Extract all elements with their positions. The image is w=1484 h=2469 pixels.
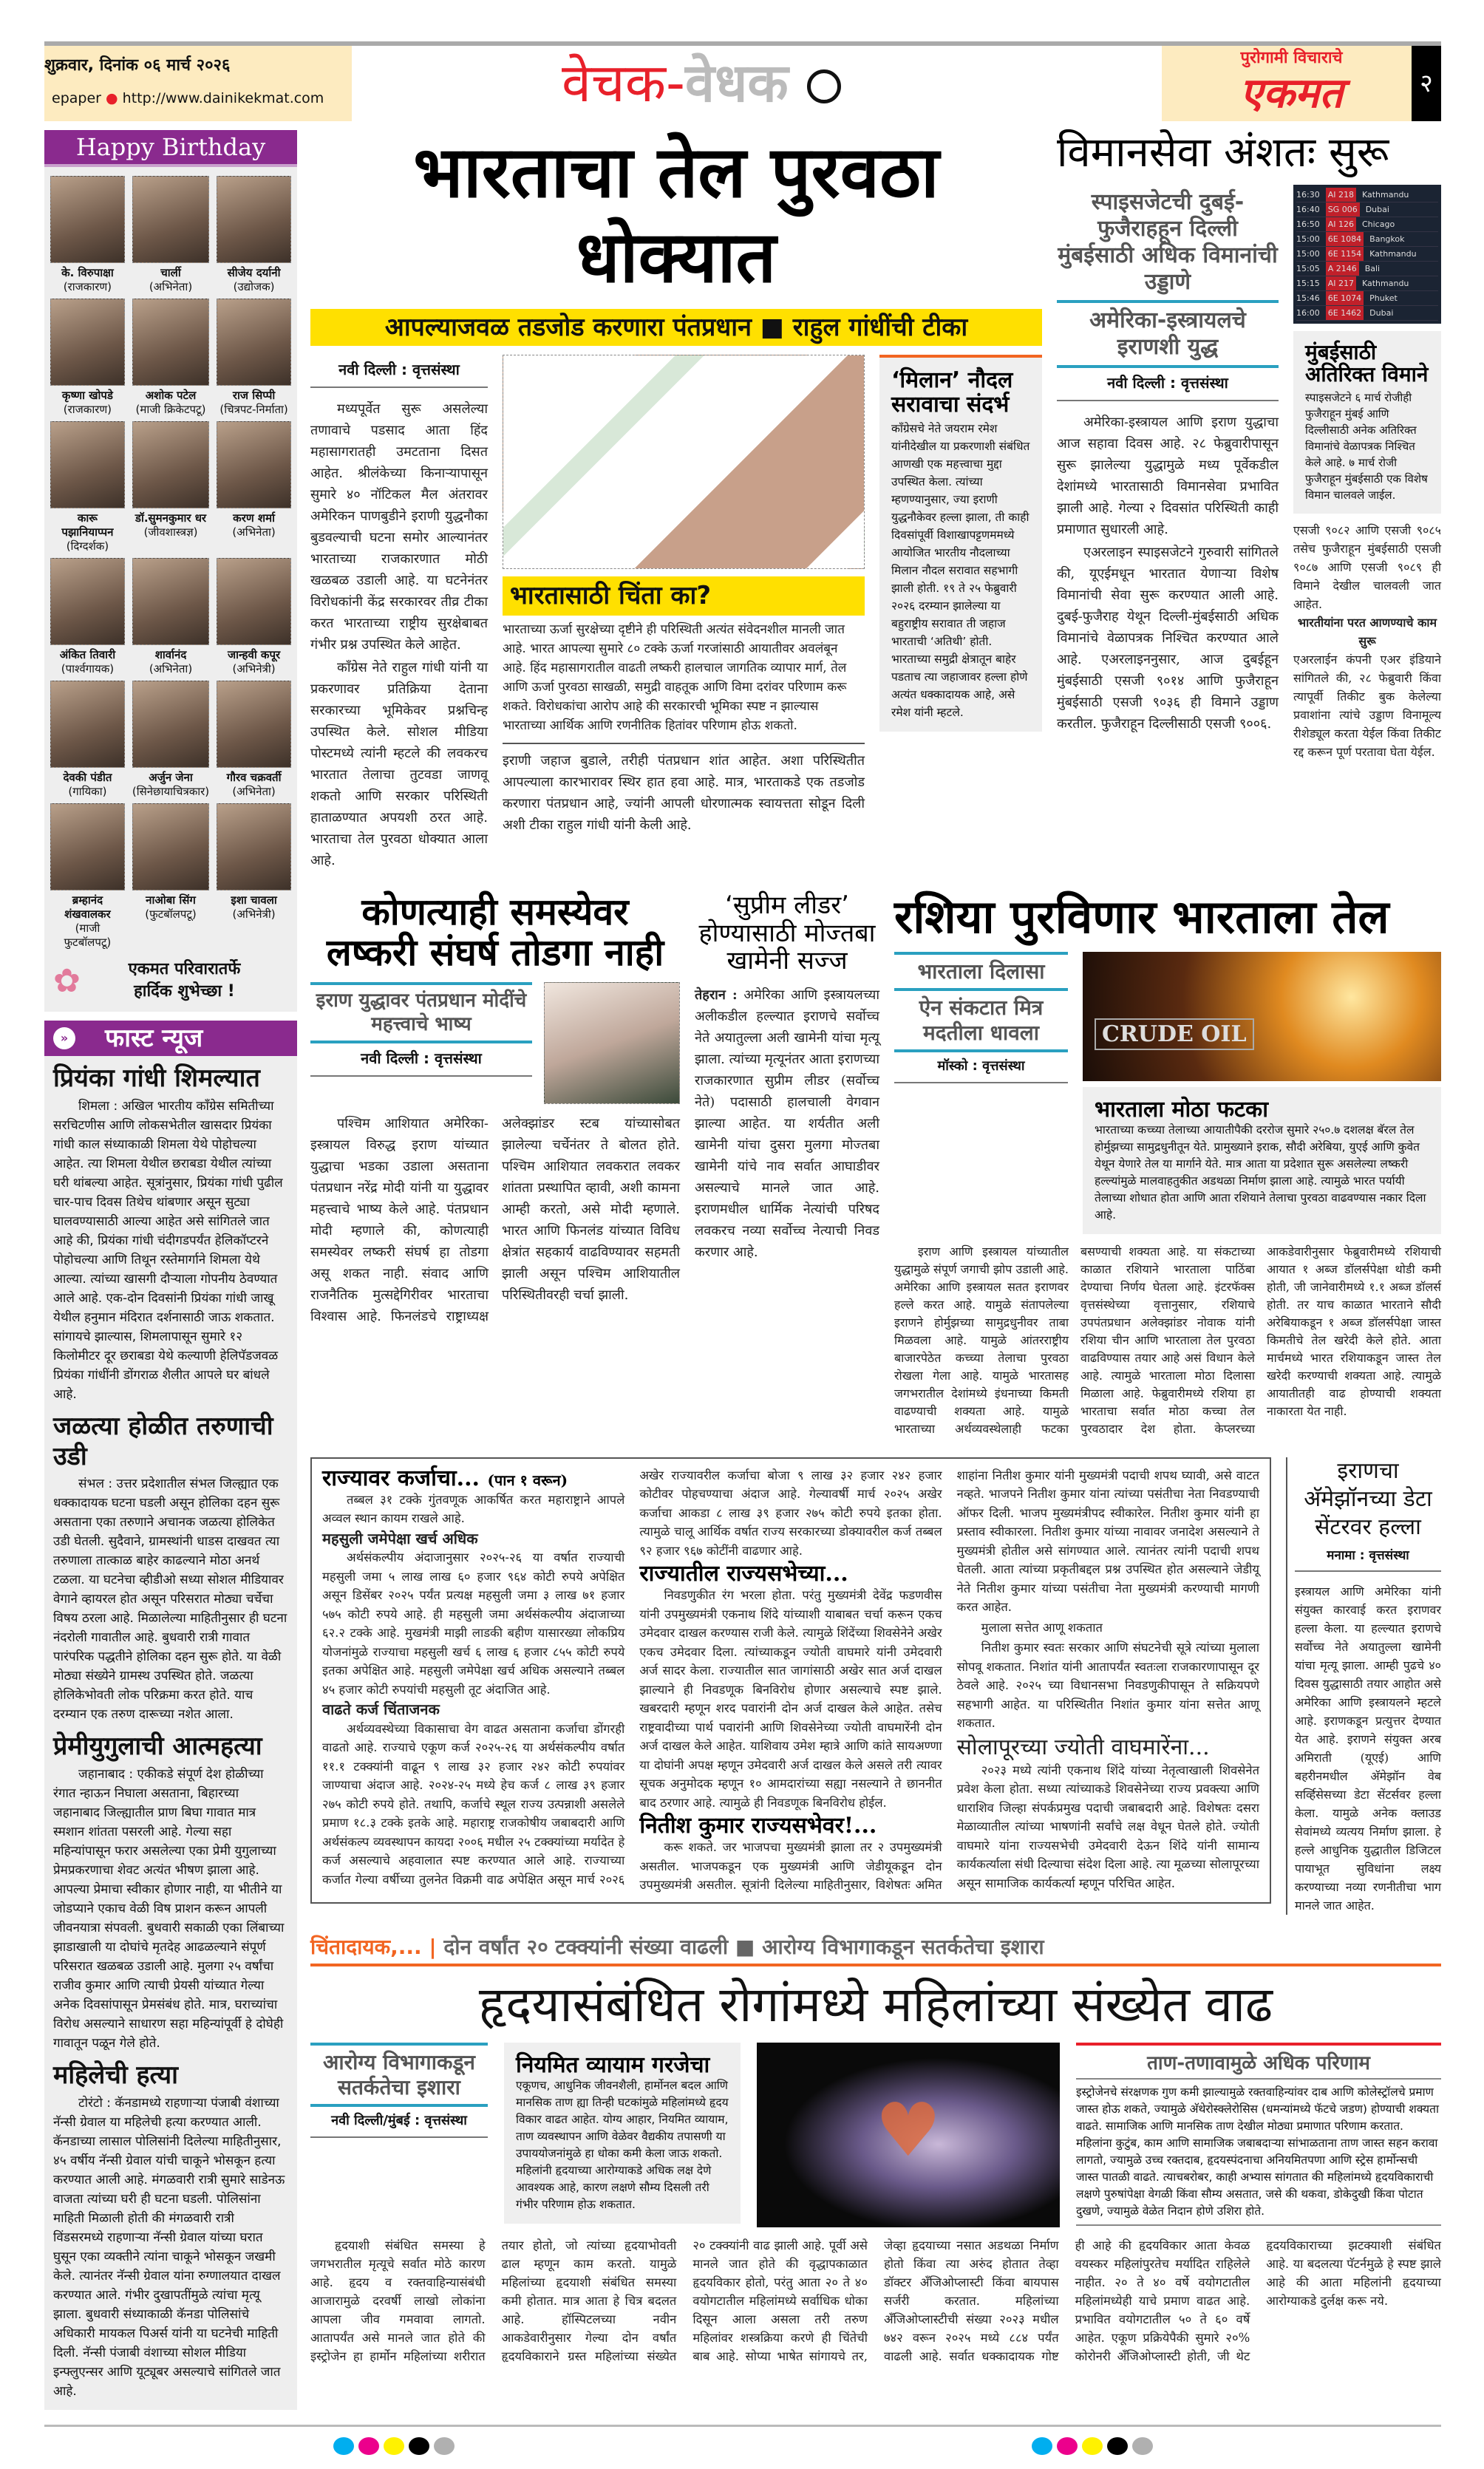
flight-cell: Bangkok [1369, 234, 1405, 244]
person-photo [50, 558, 125, 645]
flight-cell: Dubai [1365, 204, 1389, 214]
epaper-link[interactable] [52, 90, 324, 106]
flights-subhead-1: स्पाइसजेटची दुबई-फुजैराहहून दिल्ली मुंबईसाठी अधिक विमानांची उड्डाणे [1057, 185, 1279, 303]
globe-icon: ● [106, 90, 118, 106]
dateline: नवी दिल्ली : वृत्तसंस्था [310, 355, 488, 388]
exercise-title: नियमित व्यायाम गरजेचा [516, 2052, 710, 2079]
fast-news-title: फास्ट न्यूज [105, 1024, 203, 1053]
person-name: अंकित तिवारी [59, 648, 116, 661]
registration-dot [358, 2437, 379, 2455]
person-photo [217, 803, 291, 890]
person-name: नाओबा सिंग [146, 893, 196, 907]
debt-subhead-1: महसुली जमेपेक्षा खर्च अधिक [322, 1529, 478, 1547]
lead-body [310, 398, 488, 871]
dateline: तेहरान : [695, 987, 738, 1003]
birthday-person [50, 421, 125, 554]
person-name: देवकी पंडीत [63, 771, 112, 784]
flights-text-2: एअरलाईन कंपनी एअर इंडियाने सांगितले की, २८ फेब्रुवारी किंवा त्यापूर्वी तिकीट बुक केलेल्या प्रवाशांना त्यांचे उड्डाण विनामूल्य रीशेड्यूल करता येईल किंवा तिकीट रद्द करून पूर्ण परतावा घेता येईल. [1293, 653, 1441, 760]
flight-cell: AI 217 [1326, 276, 1356, 290]
birthday-panel [44, 130, 297, 1012]
khamenei-story [695, 892, 879, 1262]
flight-row [1296, 276, 1438, 291]
person-photo [50, 176, 125, 263]
flights-body [1057, 412, 1279, 735]
person-name: गौरव चक्रवर्ती [226, 771, 282, 784]
person-name: शार्वानंद [154, 648, 187, 661]
crude-oil-image [1083, 952, 1441, 1081]
flight-cell: Bali [1364, 263, 1381, 273]
continued-columns [322, 1466, 1259, 1895]
person-role: (अभिनेत्री) [232, 907, 276, 921]
flower-bouquet-icon: ✿ [53, 961, 81, 1000]
top-row [310, 130, 1441, 873]
khamenei-text: अमेरिका आणि इस्त्रायलच्या अलीकडील हल्ल्यात इराणचे सर्वोच्च नेते अयातुल्ला अली खामेनी यांचा मृत्यू झाला. त्यांच्या मृत्यूनंतर आता इराणच्या राजकारणात सुप्रीम लीडर (सर्वोच्च नेते) पदासाठी हालचाली वेगवान झाल्या आहेत. या शर्यतीत अली खामेनी यांचा दुसरा मुलगा मोज्तबा खामेनी यांचे नाव सर्वात आघाडीवर असल्याचे मानले जात आहे. इराणमधील धार्मिक नेत्यांची परिषद लवकरच नव्या सर्वोच्च नेत्याची निवड करणार आहे. [695, 987, 879, 1260]
flight-cell: 15:00 [1296, 248, 1320, 259]
flights-subhead-2: अमेरिका-इस्त्रायलचे इराणशी युद्ध [1057, 303, 1279, 368]
person-photo [217, 681, 291, 768]
flights-text: एसजी ९०८२ आणि एसजी ९०८५ तसेच फुजैराहून मुंबईसाठी एसजी ९०८७ आणि एसजी ९०८९ ही विमाने देखील चालवली जात आहेत. [1293, 523, 1441, 612]
heart-illustration [757, 2043, 1060, 2227]
person-role: (चित्रपट-निर्माता) [219, 403, 288, 416]
lead-subhead: आपल्याजवळ तडजोड करणारा पंतप्रधान ■ राहुल गांधींची टीका [310, 309, 1042, 346]
modi-headline: कोणत्याही समस्येवर लष्करी संघर्ष तोडगा नाही [326, 890, 664, 975]
birthday-person [50, 299, 125, 417]
fast-news-text: टोरंटो : कॅनडामध्ये राहणाऱ्या पंजाबी वंशाच्या नॅन्सी ग्रेवाल या महिलेची हत्या करण्यात आली. कॅनडाच्या लासाल पोलिसांनी दिलेल्या माहितीनुसार, ४५ वर्षीय नॅन्सी ग्रेवाल यांची चाकूने भोसकून हत्या करण्यात आली आहे. मंगळवारी रात्री सुमारे साडेनऊ वाजता त्यांच्या घरी ही घटना घडली. पोलिसांना माहिती मिळाली होती की मंगळवारी रात्री विंडसरमध्ये राहणाऱ्या नॅन्सी ग्रेवाल यांच्या घरात घुसून एका व्यक्तीने त्यांना चाकूने भोसकून जखमी केले. त्यानंतर नॅन्सी ग्रेवाल यांना रुग्णालयात दाखल करण्यात आले. गंभीर दुखापतींमुळे त्यांचा मृत्यू झाला. बुधवारी संध्याकाळी कॅनडा पोलिसांचे अधिकारी मायकल पिअर्स यांनी या घटनेची माहिती दिली. नॅन्सी पंजाबी वंशाच्या सोशल मीडिया इन्फ्लुएन्सर आणि यूट्यूबर असल्याचे सांगितले जात आहे. [53, 2095, 285, 2399]
person-name: अशोक पटेल [145, 389, 197, 402]
fast-news-list [44, 1063, 297, 2401]
person-photo [217, 299, 291, 386]
birthday-grid [44, 167, 297, 958]
rahul-gandhi-photo [503, 355, 865, 569]
flight-cell: 16:00 [1296, 307, 1320, 318]
flight-row [1296, 217, 1438, 232]
flight-row [1296, 306, 1438, 321]
debt-title [322, 1466, 624, 1491]
continued-note: (पान १ वरून) [487, 1471, 568, 1489]
exercise-box [504, 2043, 741, 2224]
person-name: अर्जुन जेना [149, 771, 193, 784]
person-role: (सिनेछायाचित्रकार) [132, 785, 210, 798]
page-number: २ [1412, 46, 1441, 121]
birthday-person [50, 681, 125, 799]
third-row [310, 1457, 1441, 1915]
dateline: मॉस्को : वृत्तसंस्था [894, 1052, 1068, 1083]
heart-icon: ♥ [875, 2087, 942, 2174]
person-photo [132, 558, 209, 645]
person-name: सीजेय दर्यानी [227, 266, 281, 279]
birthday-person [132, 803, 209, 950]
flight-row [1296, 232, 1438, 247]
flight-board-image [1293, 185, 1441, 324]
birthday-person [50, 558, 125, 676]
person-photo [217, 176, 291, 263]
amazon-story [1286, 1457, 1441, 1915]
amazon-text: इस्त्रायल आणि अमेरिका यांनी संयुक्त कारवाई करत इराणवर हल्ला केला. या हल्ल्यात इराणचे सर्वोच्च नेते अयातुल्ला खामेनी यांचा मृत्यू झाला. आम्ही पुढचे ४० दिवस युद्धासाठी तयार आहोत असे अमेरिका आणि इस्त्रायलने म्हटले आहे. इराणकडून प्रत्युत्तर देण्यात येत आहे. इराणने संयुक्त अरब अमिराती (यूएई) आणि बहरीनमधील अ‍ॅमेझॉन वेब सर्व्हिसेसच्या डेटा सेंटर्सवर हल्ला केला. यामुळे अनेक क्लाउड सेवांमध्ये व्यत्यय निर्माण झाला. हे हल्ले आधुनिक युद्धातील डिजिटल पायाभूत सुविधांना लक्ष्य करण्याच्या नव्या रणनीतीचा भाग मानले जात आहेत. [1295, 1584, 1441, 1913]
nitish-text: करू शकते. जर भाजपचा मुख्यमंत्री झाला तर २ उपमुख्यमंत्री असतील. भाजपकडून एक मुख्यमंत्री आणि जेडीयूकडून दोन उपमुख्यमंत्री असतील. सूत्रांनी दिलेल्या माहितीनुसार, विशेषतः अमित शाहांना नितीश कुमार यांनी मुख्यमंत्री पदाची शपथ घ्यावी, असे वाटत नव्हते. भाजपने नितीश कुमार यांना त्यांच्या पसंतीचा नेता निवडण्याची ऑफर दिली. भाजप मुख्यमंत्रीपद स्वीकारेल. नितीश कुमार यांनी हा प्रस्ताव स्वीकारला. नितीश कुमार यांच्या नावावर जनादेश असल्याने ते मुख्यमंत्री होतील असे सांगण्यात आले. त्यानंतर त्यांनी पदाची शपथ घेतली. आता त्यांच्या प्रकृतीबद्दल प्रश्न उपस्थित होत असल्याने जेडीयू नेते नितीश कुमार यांच्या पसंतीचा नेता मुख्यमंत्री करण्याची मागणी करत आहेत. [639, 1468, 1259, 1893]
nitish-title: नितीश कुमार राज्यसभेवर!... [639, 1813, 877, 1839]
heart-kicker: चिंतादायक,... | दोन वर्षांत २० टक्क्यांनी संख्या वाढली ■ आरोग्य विभागाकडून सतर्कतेचा इशारा [310, 1934, 1441, 1966]
flight-cell: Kathmandu [1361, 278, 1409, 288]
india-concern-text: भारताच्या ऊर्जा सुरक्षेच्या दृष्टीने ही परिस्थिती अत्यंत संवेदनशील मानली जात आहे. भारत आपल्या सुमारे ८० टक्के ऊर्जा गरजांसाठी आयातीवर अवलंबून आहे. हिंद महासागरातील वाढती लष्करी हालचाल जागतिक व्यापार मार्ग, तेल आणि ऊर्जा पुरवठा साखळी, समुद्री वाहतूक आणि विमा दरांवर परिणाम करू शकते. विरोधकांचा आरोप आहे की सरकारची भूमिका स्पष्ट न झाल्यास भारताच्या आर्थिक आणि रणनीतिक हितांवर परिणाम होऊ शकतो. [503, 622, 847, 734]
masthead [1175, 46, 1408, 118]
person-role: (अभिनेत्री) [232, 662, 276, 675]
stress-text: इस्ट्रोजेनचे संरक्षणक गुण कमी झाल्यामुळे रक्तवाहिन्यांवर दाब आणि कोलेस्ट्रॉलचे प्रमाण जास्त होऊ शकते, ज्यामुळे अ‍ॅथेरोस्क्लेरोसिस (धमन्यांमध्ये फॅटचे जडण) होण्याची शक्यता वाढते. सामाजिक आणि मानसिक ताण देखील मोठ्या प्रमाणात परिणाम करतात. महिलांना कुटुंब, काम आणि सामाजिक जबाबदाऱ्या सांभाळताना ताण जास्त सहन करावा लागतो, ज्यामुळे उच्च रक्तदाब, हृदयस्पंदनाचा अनियमितपणा आणि स्ट्रेस हार्मोन्सची जास्त पातळी वाढते. त्याचबरोबर, काही अभ्यास सांगतात की महिलांमध्ये हृदयविकाराची लक्षणे पुरुषांपेक्षा वेगळी किंवा सौम्य असतात, जसे की थकवा, डोकेदुखी किंवा पोटात दुखणे, ज्यामुळे वेळेत निदान होणे उशिरा होते. [1076, 2080, 1441, 2226]
flights-body-right [1293, 521, 1441, 761]
lead-story-left [310, 355, 488, 873]
epaper-label: epaper [52, 90, 101, 106]
person-role: (फुटबॉलपटू) [145, 907, 197, 921]
nitish-subhead: मुलाला सत्तेत आणू शकतात [981, 1620, 1103, 1635]
flight-cell: 6E 1462 [1326, 306, 1364, 320]
registration-dot [384, 2437, 404, 2455]
fast-news-text: शिमला : अखिल भारतीय काँग्रेस समितीच्या सरचिटणीस आणि लोकसभेतील खासदार प्रियंका गांधी काल संध्याकाळी शिमला येथे पोहोचल्या आहेत. त्या शिमला येथील छराबडा येथील त्यांच्या घरी थांबल्या आहेत. सूत्रांनुसार, प्रियंका गांधी पुढील चार-पाच दिवस तिथेच थांबणार असून सुट्या घालवण्यासाठी आल्या आहेत असे सांगितले जात आहे की, प्रियंका गांधी चंदीगडपर्यंत हेलिकॉप्टरने पोहोचल्या आणि तिथून रस्तेमार्गाने शिमला येथे आल्या. त्यांच्या खासगी दौऱ्याला गोपनीय ठेवण्यात आले आहे. एक-दोन दिवसांनी प्रियंका गांधी जाखू येथील हनुमान मंदिरात दर्शनासाठी जाऊ शकतात. सांगायचे झाल्यास, शिमलापासून सुमारे १२ किलोमीटर दूर छराबडा येथे कल्याणी हेलिपॅडजवळ प्रियंका गांधींनी डोंगराळ शैलीत आपले घर बांधले आहे. [53, 1098, 283, 1402]
solapur-title: सोलापूरच्या ज्योती वाघमारेंना... [956, 1734, 1210, 1760]
paragraph: एअरलाइन स्पाइसजेटने गुरुवारी सांगितले की, यूएईमधून भारतात येणाऱ्या विशेष विमानांची सेवा सुरू करण्यात आली आहे. दुबई-फुजैराह येथून दिल्ली-मुंबईसाठी अधिक विमानांचे वेळापत्रक निश्चित करण्यात आले आहे. एअरलाइननुसार, आज दुबईहून मुंबईसाठी एसजी ९०१४ आणि फुजैराहून मुंबईसाठी एसजी ९०३६ ही विमाने उड्डाण करतील. फुजैराहून दिल्लीसाठी एसजी ९००६. [1057, 544, 1279, 732]
fast-news-text: संभल : उत्तर प्रदेशातील संभल जिल्ह्यात एक धक्कादायक घटना घडली असून होलिका दहन सुरू असताना एका तरुणाने अचानक जळत्या होलिकेत उडी घेतली. सुदैवाने, ग्रामस्थांनी धाडस दाखवत त्या तरुणाला तात्काळ बाहेर काढल्याने मोठा अनर्थ टळला. या घटनेचा व्हीडीओ सध्या सोशल मीडियावर वेगाने व्हायरल होत असून परिसरात मोठ्या चर्चेचा विषय ठरला आहे. मिळालेल्या माहितीनुसार ही घटना नंदरोली गावातील आहे. बुधवारी रात्री गावात पारंपरिक पद्धतीने होलिका दहन सुरू होते. या वेळी मोठ्या संख्येने ग्रामस्थ उपस्थित होते. जळत्या होलिकेभोवती लोक परिक्रमा करत होते. याच दरम्यान एक तरुण दारूच्या नशेत आला. [53, 1477, 287, 1723]
registration-marks [44, 2425, 1441, 2469]
flight-row [1296, 262, 1438, 276]
fast-news-item [53, 1731, 288, 2053]
extra-flights-text: स्पाइसजेटने ६ मार्च रोजीही फुजैराहून मुंबई आणि दिल्लीसाठी अनेक अतिरिक्त विमानांचे वेळापत्रक निश्चित केले आहे. ७ मार्च रोजी फुजैराहून मुंबईसाठी एक विशेष विमान चालवले जाईल. [1305, 391, 1428, 503]
fast-news-item [53, 2060, 288, 2401]
flight-cell: 15:00 [1296, 234, 1320, 244]
birthday-person [217, 299, 291, 417]
registration-dot [1082, 2437, 1103, 2455]
website-url[interactable]: http://www.dainikekmat.com [122, 90, 324, 106]
khamenei-headline: ‘सुप्रीम लीडर’ होण्यासाठी मोज्तबा खामेनी सज्ज [698, 890, 876, 976]
flight-cell: Phuket [1369, 293, 1398, 303]
registration-dot [1132, 2437, 1153, 2455]
registration-dot [1057, 2437, 1078, 2455]
flight-cell: 15:15 [1296, 278, 1320, 288]
registration-dot [434, 2437, 455, 2455]
birthday-person [132, 558, 209, 676]
russia-headline: रशिया पुरविणार भारताला तेल [894, 890, 1389, 944]
flight-cell: Kathmandu [1369, 248, 1417, 259]
left-column [44, 130, 297, 2410]
khamenei-body [695, 984, 879, 1263]
birthday-person [132, 681, 209, 799]
issue-date: शुक्रवार, दिनांक ०६ मार्च २०२६ [44, 56, 231, 75]
flight-row [1296, 291, 1438, 306]
person-name: ब्रम्हानंद शंखवालकर [64, 893, 111, 921]
milan-title: ‘मिलान’ नौदल सरावाचा संदर्भ [891, 367, 1013, 418]
person-photo [50, 299, 125, 386]
person-photo [217, 558, 291, 645]
person-photo [50, 803, 125, 890]
flight-row [1296, 247, 1438, 262]
modi-photo [544, 982, 680, 1104]
person-role: (राजकारण) [63, 280, 112, 293]
flights-subhead: भारतीयांना परत आणण्याचे काम सुरू [1297, 616, 1437, 649]
exercise-text: एकूणच, आधुनिक जीवनशैली, हार्मोनल बदल आणि मानसिक ताण ह्या तिन्ही घटकांमुळे महिलांमध्ये हृदय विकार वाढत आहेत. योग्य आहार, नियमित व्यायाम, ताण व्यवस्थापन आणि वेळेवर वैद्यकीय तपासणी या उपाययोजनांमुळे हा धोका कमी केला जाऊ शकतो. महिलांनी हृदयाच्या आरोग्याकडे अधिक लक्ष देणे आवश्यक आहे, कारण लक्षणे सौम्य दिसली तरी गंभीर परिणाम होऊ शकतात. [516, 2079, 729, 2212]
heart-body: हृदयाशी संबंधित समस्या हे जगभरातील मृत्यूचे सर्वात मोठे कारण आहे. हृदय व रक्तवाहिन्यासंबंधी आजारामुळे दरवर्षी लाखो लोकांना आपला जीव गमवावा लागतो. आतापर्यंत असे मानले जात होते की इस्ट्रोजेन हा हार्मोन महिलांच्या शरीरात तयार होतो, जो त्यांच्या हृदयाभोवती ढाल म्हणून काम करतो. यामुळे महिलांच्या हृदयाशी संबंधित समस्या कमी होतात. मात्र आता हे चित्र बदलत आहे. हॉस्पिटलच्या नवीन आकडेवारीनुसार गेल्या दोन वर्षांत हृदयविकाराने ग्रस्त महिलांच्या संख्येत २० टक्क्यांनी वाढ झाली आहे. पूर्वी असे मानले जात होते की वृद्धापकाळात हृदयविकार होतो, परंतु आता २० ते ४० वयोगटातील महिलांमध्ये सर्वाधिक धोका दिसून आला असला तरी तरुण महिलांवर शस्त्रक्रिया करणे ही चिंतेची बाब आहे. सोप्या भाषेत सांगायचे तर, जेव्हा हृदयाच्या नसात अडथळा निर्माण होतो किंवा त्या अरुंद होतात तेव्हा डॉक्टर अँजिओप्लास्टी किंवा बायपास सर्जरी करतात. महिलांच्या अँजिओप्लास्टीची संख्या २०२३ मधील ७४२ वरून २०२५ मध्ये ८८४ पर्यंत वाढली आहे. सर्वात धक्कादायक गोष्ट ही आहे की हृदयविकार आता केवळ वयस्कर महिलांपुरतेच मर्यादित राहिलेले नाहीत. २० ते ४० वर्षे वयोगटातील महिलांमध्येही याचे प्रमाण वाढत आहे. प्रभावित वयोगटातील ५० ते ६० वर्षे आहेत. एकूण प्रक्रियेपैकी सुमारे २०% कोरोनरी अँजिओप्लास्टी होती, जी थेट हृदयविकाराच्या झटक्याशी संबंधित आहे. या बदलत्या पॅटर्नमुळे हे स्पष्ट झाले आहे की आता महिलांनी हृदयाच्या आरोग्याकडे दुर्लक्ष करू नये. [310, 2238, 1441, 2364]
fast-news-panel [44, 1021, 297, 2410]
heart-section [310, 1934, 1441, 2366]
stress-box [1076, 2043, 1441, 2226]
modi-story [310, 892, 680, 1327]
person-photo [132, 176, 209, 263]
flights-story [1057, 130, 1441, 761]
russia-subhead-2: ऐन संकटात मित्र मदतीला धावला [894, 988, 1068, 1052]
dateline: नवी दिल्ली : वृत्तसंस्था [1057, 368, 1279, 401]
main-area [44, 130, 1441, 2410]
fast-news-header [44, 1021, 297, 1056]
kicker-label: चिंतादायक,... [310, 1934, 422, 1959]
lead-headline: भारताचा तेल पुरवठा धोक्यात [413, 131, 939, 299]
kicker-subtext: दोन वर्षांत २० टक्क्यांनी संख्या वाढली ■ आरोग्य विभागाकडून सतर्कतेचा इशारा [443, 1934, 1044, 1959]
flight-cell: A 2146 [1326, 262, 1359, 276]
birthday-person [50, 176, 125, 294]
registration-dot [1032, 2437, 1052, 2455]
fast-news-item [53, 1411, 288, 1725]
heart-headline: हृदयासंबंधित रोगांमध्ये महिलांच्या संख्येत वाढ [478, 1975, 1273, 2033]
right-area [310, 130, 1441, 2366]
person-role: (राजकारण) [63, 403, 112, 416]
continued-stories-box [310, 1457, 1271, 1904]
crude-oil-label: CRUDE OIL [1095, 1018, 1254, 1050]
birthday-title: Happy Birthday [44, 130, 297, 167]
person-role: (उद्योजक) [233, 280, 275, 293]
color-dots [44, 2427, 1441, 2458]
person-name: जान्हवी कपूर [228, 648, 281, 661]
magnifier-icon [807, 69, 841, 103]
person-role: (अभिनेता) [149, 280, 193, 293]
person-role: (माजी क्रिकेटपटू) [135, 403, 206, 416]
debt-title-text: राज्यावर कर्जाचा... [322, 1465, 480, 1491]
person-role: (जीवशास्त्रज्ञ) [143, 525, 198, 539]
person-photo [217, 421, 291, 508]
person-role: (माजी फुटबॉलपटू) [64, 922, 112, 949]
logo-part1: वेचक- [562, 52, 686, 114]
flight-cell: 6E 1084 [1326, 232, 1364, 246]
modi-subhead: इराण युद्धावर पंतप्रधान मोदींचे महत्त्वाचे भाष्य [310, 982, 532, 1043]
russia-subhead-1: भारताला दिलासा [894, 952, 1068, 989]
flight-cell: 16:50 [1296, 219, 1320, 229]
flight-cell: 15:05 [1296, 263, 1320, 273]
india-big-blow-box [1083, 1087, 1441, 1234]
amazon-headline: इराणचा अ‍ॅमेझॉनच्या डेटा सेंटरवर हल्ला [1304, 1457, 1432, 1540]
paper-name: एकमत [1239, 69, 1344, 118]
flights-headline: विमानसेवा अंशतः सुरू [1057, 129, 1389, 177]
milan-text: काँग्रेसचे नेते जयराम रमेश यांनीदेखील या प्रकरणाशी संबंधित आणखी एक महत्त्वाचा मुद्दा उपस्थित केला. त्यांच्या म्हणण्यानुसार, ज्या इराणी युद्धनौकेवर हल्ला झाला, ती काही दिवसांपूर्वी विशाखापट्टणममध्ये आयोजित भारतीय नौदलाच्या मिलान नौदल सरावात सहभागी झाली होती. १९ ते २५ फेब्रुवारी २०२६ दरम्यान झालेल्या या बहुराष्ट्रीय सरावात ती जहाज भारताची ‘अतिथी’ होती. भारताच्या समुद्री क्षेत्रातून बाहेर पडताच त्या जहाजावर हल्ला होणे अत्यंत धक्कादायक आहे, असे रमेश यांनी म्हटले. [891, 422, 1030, 720]
birthday-greeting [44, 958, 297, 1003]
extra-flights-title: मुंबईसाठी अतिरिक्त विमाने [1305, 339, 1429, 387]
tagline: पुरोगामी विचाराचे [1240, 49, 1343, 67]
russia-body: इराण आणि इस्त्रायल यांच्यातील युद्धामुळे संपूर्ण जगाची झोप उडाली आहे. अमेरिका आणि इस्त्रायल सतत इराणवर हल्ले करत आहे. यामुळे संतापलेल्या इराणने होर्मुझच्या सामुद्रधुनीवर ताबा मिळवला आहे. यामुळे आंतरराष्ट्रीय बाजारपेठेत कच्च्या तेलाचा पुरवठा रोखला गेला आहे. यामुळे भारतासह जगभरातील देशांमध्ये इंधनाच्या किमती वाढण्याची शक्यता आहे. यामुळे भारताच्या अर्थव्यवस्थेलाही फटका बसण्याची शक्यता आहे. या संकटाच्या काळात रशियाने भारताला पाठिंबा देण्याचा निर्णय घेतला आहे. इंटरफॅक्स वृत्तसंस्थेच्या वृत्तानुसार, रशियाचे उपपंतप्रधान अलेक्झांडर नोवाक यांनी रशिया चीन आणि भारताला तेल पुरवठा वाढविण्यास तयार आहे असं विधान केले आहे. त्यामुळे भारताला मोठा दिलासा मिळाला आहे. फेब्रुवारीमध्ये रशिया हा भारताचा सर्वात मोठा कच्चा तेल पुरवठादार देश होता. केप्लरच्या आकडेवारीनुसार फेब्रुवारीमध्ये रशियाची आयात १ अब्ज डॉलर्सपेक्षा थोडी कमी होती, जी जानेवारीमध्ये १.१ अब्ज डॉलर्स होती. तर याच काळात भारताने सौदी अरेबियाकडून १ अब्ज डॉलर्सपेक्षा जास्त किमतीचे तेल खरेदी केले होते. आता मार्चमध्ये भारत रशियाकडून जास्त तेल खरेदी करण्याची शक्यता आहे. त्यामुळे आयातीतही वाढ होण्याची शक्यता नाकारता येत नाही. [894, 1244, 1441, 1436]
person-role: (पार्श्वगायक) [61, 662, 115, 675]
person-role: (अभिनेता) [232, 785, 276, 798]
flight-cell: Chicago [1361, 219, 1395, 229]
rajyasabha-text: निवडणुकीत रंग भरला होता. परंतु मुख्यमंत्री देवेंद्र फडणवीस यांनी उपमुख्यमंत्री एकनाथ शिंदे यांच्याशी याबाबत चर्चा करून एकच उमेदवार दाखल करण्यास राजी केले. त्यामुळे शिंदेंच्या शिवसेनेने अखेर एकच उमेदवार दिला. त्यांच्याकडून ज्योती वाघमारे यांनी उमेदवारी अर्ज सादर केला. राज्यातील सात जागांसाठी अखेर सात अर्ज दाखल झाल्याने ही निवडणूक बिनविरोध होणार असल्याचे स्पष्ट झाले. खबरदारी म्हणून शरद पवारांनी दोन अर्ज दाखल केले आहेत. तसेच राष्ट्रवादीच्या पार्थ पवारांनी आणि शिवसेनेच्या ज्योती वाघमारेंनी दोन अर्ज दाखल केले आहेत. याशिवाय उमेश म्हात्रे आणि कांते सायअण्णा या दोघांनी अपक्ष म्हणून उमेदवारी अर्ज दाखल केले असले तरी त्यावर सूचक अनुमोदक म्हणून १० आमदारांच्या सह्या नसल्याने ते छाननीत बाद ठरणार आहे. त्यामुळे ही निवडणूक बिनविरोध होईल. [639, 1588, 942, 1810]
birthday-person [217, 681, 291, 799]
solapur-text: २०२३ मध्ये त्यांनी एकनाथ शिंदे यांच्या नेतृत्वाखाली शिवसेनेत प्रवेश केला होता. सध्या त्यांच्याकडे शिवसेनेच्या राज्य प्रवक्त्या आणि धाराशिव जिल्हा संपर्कप्रमुख पदाची जबाबदारी आहे. विशेषतः दसरा मेळाव्यातील त्यांच्या भाषणांनी सर्वांचे लक्ष वेधून घेतले होते. ज्योती वाघमारे यांना राज्यसभेची उमेदवारी देऊन शिंदे यांनी सामान्य कार्यकर्त्याला संधी दिल्याचा संदेश दिला आहे. त्या मूळच्या सोलापूरच्या असून सामाजिक कार्यकर्त्या म्हणून परिचित आहेत. [956, 1763, 1259, 1890]
greeting-line2: हार्दिक शुभेच्छा ! [134, 982, 235, 1001]
flight-cell: AI 126 [1326, 217, 1356, 231]
person-name: इशा चावला [231, 893, 277, 907]
flight-cell: SG 006 [1326, 202, 1360, 217]
flight-cell: 16:30 [1296, 189, 1320, 200]
person-photo [132, 421, 209, 508]
person-photo [132, 299, 209, 386]
fast-news-headline: प्रियंका गांधी शिमल्यात [53, 1063, 260, 1093]
registration-dot [333, 2437, 354, 2455]
greeting-line1: एकमत परिवारातर्फे [128, 960, 241, 978]
person-role: (अभिनेता) [149, 662, 193, 675]
heart-story-left [310, 2043, 488, 2148]
debt-text-2: अर्थसंकल्पीय अंदाजानुसार २०२५-२६ या वर्षात राज्याची महसुली जमा ५ लाख लाख ६० हजार ९६४ कोटी रुपये अपेक्षित असून डिसेंबर २०२५ पर्यंत प्रत्यक्ष महसुली जमा ३ लाख ७१ हजार ५७५ कोटी रुपये आहे. ही महसुली जमा अर्थसंकल्पीय अंदाजाच्या ६२.२ टक्के आहे. मुखमंत्री माझी लाडकी बहीण यासारख्या लोकप्रिय योजनांमुळे राज्याचा महसुली खर्च ६ लाख ६ हजार ८५५ कोटी रुपये इतका अपेक्षित आहे. महसुली जमेपेक्षा खर्च अधिक असल्याने तब्बल ४५ हजार कोटी रुपयांची महसुली तूट अंदाजित आहे. [322, 1550, 625, 1697]
lead-story [310, 130, 1042, 873]
india-concern-box [503, 576, 865, 735]
modi-body: पश्चिम आशियात अमेरिका-इस्त्रायल विरुद्ध इराण यांच्यात युद्धाचा भडका उडाला असताना पंतप्रधान नरेंद्र मोदी यांनी या युद्धावर महत्त्वाचे भाष्य केले आहे. पंतप्रधान मोदी म्हणाले की, कोणत्याही समस्येवर लष्करी संघर्ष हा तोडगा असू शकत नाही. संवाद आणि राजनैतिक मुत्सद्देगिरीवर भारताचा विश्वास आहे. फिनलंडचे राष्ट्राध्यक्ष अलेक्झांडर स्टब यांच्यासोबत झालेल्या चर्चेनंतर ते बोलत होते. पश्चिम आशियात लवकरात लवकर शांतता प्रस्थापित व्हावी, अशी कामना आम्ही करतो, असे मोदी म्हणाले. भारत आणि फिनलंड यांच्यात विविध क्षेत्रांत सहकार्य वाढविण्यावर सहमती झाली असून पश्चिम आशियातील परिस्थितीवरही चर्चा झाली. [310, 1116, 680, 1325]
flight-cell: 6E 1154 [1326, 247, 1364, 261]
paragraph: काँग्रेस नेते राहुल गांधी यांनी या प्रकरणावर प्रतिक्रिया देताना सरकारच्या भूमिकेवर प्रश्नचिन्ह उपस्थित केले. सोशल मीडिया पोस्टमध्ये त्यांनी म्हटले की लवकरच भारतात तेलाचा तुटवडा जाणवू शकतो आणि सरकार परिस्थिती हाताळण्यात अपयशी ठरत आहे. भारताचा तेल पुरवठा धोक्यात आला आहे. [310, 660, 488, 869]
flight-cell: 16:40 [1296, 204, 1320, 214]
section-logo [562, 46, 841, 120]
birthday-person [132, 176, 209, 294]
paragraph: मध्यपूर्वेत सुरू असलेल्या तणावाचे पडसाद आता हिंद महासागरातही उमटताना दिसत आहेत. श्रीलंकेच्या किनाऱ्यापासून सुमारे ४० नॉटिकल मैल अंतरावर अमेरिकन पाणबुडीने इराणी युद्धनौका बुडवल्याची घटना समोर आल्यानंतर भारताच्या राजकारणात मोठी खळबळ उडाली आहे. या घटनेनंतर विरोधकांनी केंद्र सरकारवर तीव्र टीका करत भारताच्या राष्ट्रीय सुरक्षेबाबत गंभीर प्रश्न उपस्थित केले आहेत. [310, 401, 488, 653]
birthday-person [132, 299, 209, 417]
person-photo [50, 421, 125, 508]
person-name: चार्ली [160, 266, 181, 279]
person-photo [132, 681, 209, 768]
flight-cell: 15:46 [1296, 293, 1320, 303]
dateline: नवी दिल्ली : वृत्तसंस्था [310, 1043, 532, 1077]
person-role: (गायिका) [68, 785, 107, 798]
person-name: के. विरुपाक्षा [61, 266, 114, 279]
fast-news-item [53, 1063, 288, 1404]
person-name: करण शर्मा [233, 511, 275, 525]
dateline: नवी दिल्ली/मुंबई : वृत्तसंस्था [310, 2107, 488, 2138]
birthday-person [217, 558, 291, 676]
dateline: मनामा : वृत्तसंस्था [1295, 1542, 1441, 1572]
heart-subhead: आरोग्य विभागाकडून सतर्कतेचा इशारा [310, 2043, 488, 2107]
person-photo [132, 803, 209, 890]
india-big-blow-text: भारताच्या कच्च्या तेलाच्या आयातीपैकी दररोज सुमारे २५०.७ दशलक्ष बॅरल तेल होर्मुझच्या सामुद्रधुनीतून येते. प्रामुख्याने इराक, सौदी अरेबिया, युएई आणि कुवेत येथून येणारे तेल या मार्गाने येते. मात्र आता या प्रदेशात सुरू असलेल्या लष्करी हल्ल्यांमुळे मालवाहतुकीत अडथळा निर्माण झाला आहे. त्यामुळे भारत पर्यायी तेलाच्या शोधात होता आणि आता रशियाने तेलाचा पुरवठा वाढवण्यास नकार दिला आहे. [1095, 1123, 1426, 1222]
birthday-person [50, 803, 125, 950]
person-role: (दिग्दर्शक) [66, 539, 109, 553]
flight-cell: AI 218 [1326, 188, 1356, 202]
person-photo [50, 681, 125, 768]
page-header [44, 41, 1441, 121]
birthday-person [132, 421, 209, 554]
stress-title: ताण-तणावामुळे अधिक परिणाम [1076, 2043, 1441, 2080]
fast-news-headline: महिलेची हत्या [53, 2060, 178, 2091]
debt-text-3: अर्थव्यवस्थेच्या विकासाचा वेग वाढत असताना कर्जाचा डोंगरही वाढतो आहे. राज्याचे एकूण कर्ज २०२५-२६ या अर्थसंकल्पीय वर्षात ११.१ टक्क्यांनी वाढून ९ लाख ३२ हजार २४२ कोटी रुपयांवर जाण्याचा अंदाज आहे. २०२४-२५ मध्ये हेच कर्ज ८ लाख ३९ हजार २७५ कोटी रुपये होते. तथापि, कर्जाचे स्थूल राज्य उत्पन्नाशी असलेले प्रमाण १८.३ टक्के इतके आहे. महाराष्ट्र राजकोषीय जबाबदारी आणि अर्थसंकल्प व्यवस्थापन कायदा २००६ मधील २५ टक्क्यांच्या मर्यादेत हे कर्ज असल्याचे अहवालात स्पष्ट करण्यात आले आहे. राज्याच्या कर्जात गेल्या वर्षीच्या तुलनेत विक्रमी वाढ अपेक्षित असून मार्च २०२६ अखेर राज्यावरील कर्जाचा बोजा ९ लाख ३२ हजार २४२ हजार कोटीवर पोहचण्याचा अंदाज आहे. गेल्यावर्षी मार्च २०२५ अखेर कर्जाचा आकडा ८ लाख ३९ हजार २७५ कोटी रुपये इतका होता. त्यामुळे चालू आर्थिक वर्षात राज्य सरकारच्या डोक्यावरील कर्ज तब्बल ९२ हजार ९६७ कोटींनी वाढणार आहे. [322, 1468, 942, 1887]
fast-news-text: जहानाबाद : एकीकडे संपूर्ण देश होळीच्या रंगात न्हाऊन निघाला असताना, बिहारच्या जहानाबाद जिल्ह्यातील प्राण बिघा गावात मात्र स्मशान शांतता पसरली आहे. गेल्या सहा महिन्यांपासून फरार असलेल्या एका प्रेमी युगुलाच्या प्रेमप्रकरणाचा शेवट अत्यंत भीषण झाला आहे. आपल्या प्रेमाचा स्वीकार होणार नाही, या भीतीने या जोडप्याने एकाच वेळी विष प्राशन करून आपली जीवनयात्रा संपवली. बुधवारी सकाळी एका लिंबाच्या झाडाखाली या दोघांचे मृतदेह आढळल्याने संपूर्ण परिसरात खळबळ उडाली आहे. मुलगा २५ वर्षांचा राजीव कुमार आणि त्याची प्रेयसी यांच्यात गेल्या अनेक दिवसांपासून प्रेमसंबंध होते. मात्र, घराच्यांचा विरोध असल्याने साधारण सहा महिन्यांपूर्वी हे दोघेही गावातून पळून गेले होते. [53, 1767, 285, 2051]
milan-box [879, 355, 1042, 732]
nitish-text-2: नितीश कुमार स्वतः सरकार आणि संघटनेची सूत्रे त्यांच्या मुलाला सोपवू शकतात. निशांत यांनी आतापर्यंत स्वतःला राजकारणापासून दूर ठेवले आहे. २०२५ च्या विधानसभा निवडणुकीपासून ते सक्रियपणे सहभागी आहेत. या परिस्थितीत निशांत कुमार यांना सत्तेत आणू शकतात. [956, 1641, 1259, 1731]
flight-cell: 6E 1074 [1326, 291, 1364, 305]
debt-text: तब्बल ३१ टक्के गुंतवणूक आकर्षित करत महाराष्ट्राने आपले अव्वल स्थान कायम राखले आहे. [322, 1492, 625, 1526]
double-chevron-icon: » [53, 1027, 75, 1049]
flight-row [1296, 202, 1438, 217]
fast-news-headline: जळत्या होळीत तरुणाची उडी [53, 1411, 273, 1471]
person-name: राज सिप्पी [232, 389, 276, 402]
person-name: कारू पझानियाप्पन [61, 511, 114, 539]
paragraph: अमेरिका-इस्त्रायल आणि इराण युद्धाचा आज सहावा दिवस आहे. २८ फेब्रुवारीपासून सुरू झालेल्या युद्धामुळे मध्य पूर्वेकडील देशांमध्ये भारतासाठी विमानसेवा प्रभावित झाली आहे. गेल्या २ दिवसांत परिस्थिती काही प्रमाणात सुधारली आहे. [1057, 414, 1279, 537]
flight-cell: Kathmandu [1361, 189, 1409, 200]
registration-dot [409, 2437, 429, 2455]
extra-flights-box [1293, 331, 1441, 514]
fast-news-headline: प्रेमीयुगुलाची आत्महत्या [53, 1731, 262, 1762]
person-role: (अभिनेता) [232, 525, 276, 539]
logo-part2: वेधक [685, 52, 789, 114]
birthday-person [217, 803, 291, 950]
rajyasabha-title: राज्यातील राज्यसभेच्या... [639, 1561, 848, 1587]
birthday-person [217, 421, 291, 554]
india-concern-title: भारतासाठी चिंता का? [503, 576, 865, 616]
lead-story-continued: इराणी जहाज बुडाले, तरीही पंतप्रधान शांत आहेत. अशा परिस्थितीत आपल्याला कारभारावर स्थिर हात हवा आहे. मात्र, भारताकडे एक तडजोड करणारा पंतप्रधान आहे, ज्यांनी आपली धोरणात्मक स्वायत्तता सोडून दिली अशी टीका राहुल गांधी यांनी केली आहे. [503, 743, 865, 836]
person-name: डॉ.सुमनकुमार धर [135, 511, 207, 525]
person-name: कृष्णा खोपडे [61, 389, 113, 402]
second-row [310, 892, 1441, 1437]
birthday-person [217, 176, 291, 294]
india-big-blow-title: भारताला मोठा फटका [1095, 1096, 1268, 1123]
registration-dot [1107, 2437, 1128, 2455]
flight-cell: Dubai [1369, 307, 1394, 318]
flight-row [1296, 188, 1438, 202]
russia-story [894, 892, 1441, 1437]
debt-subhead-2: वाढते कर्ज चिंताजनक [322, 1700, 440, 1719]
